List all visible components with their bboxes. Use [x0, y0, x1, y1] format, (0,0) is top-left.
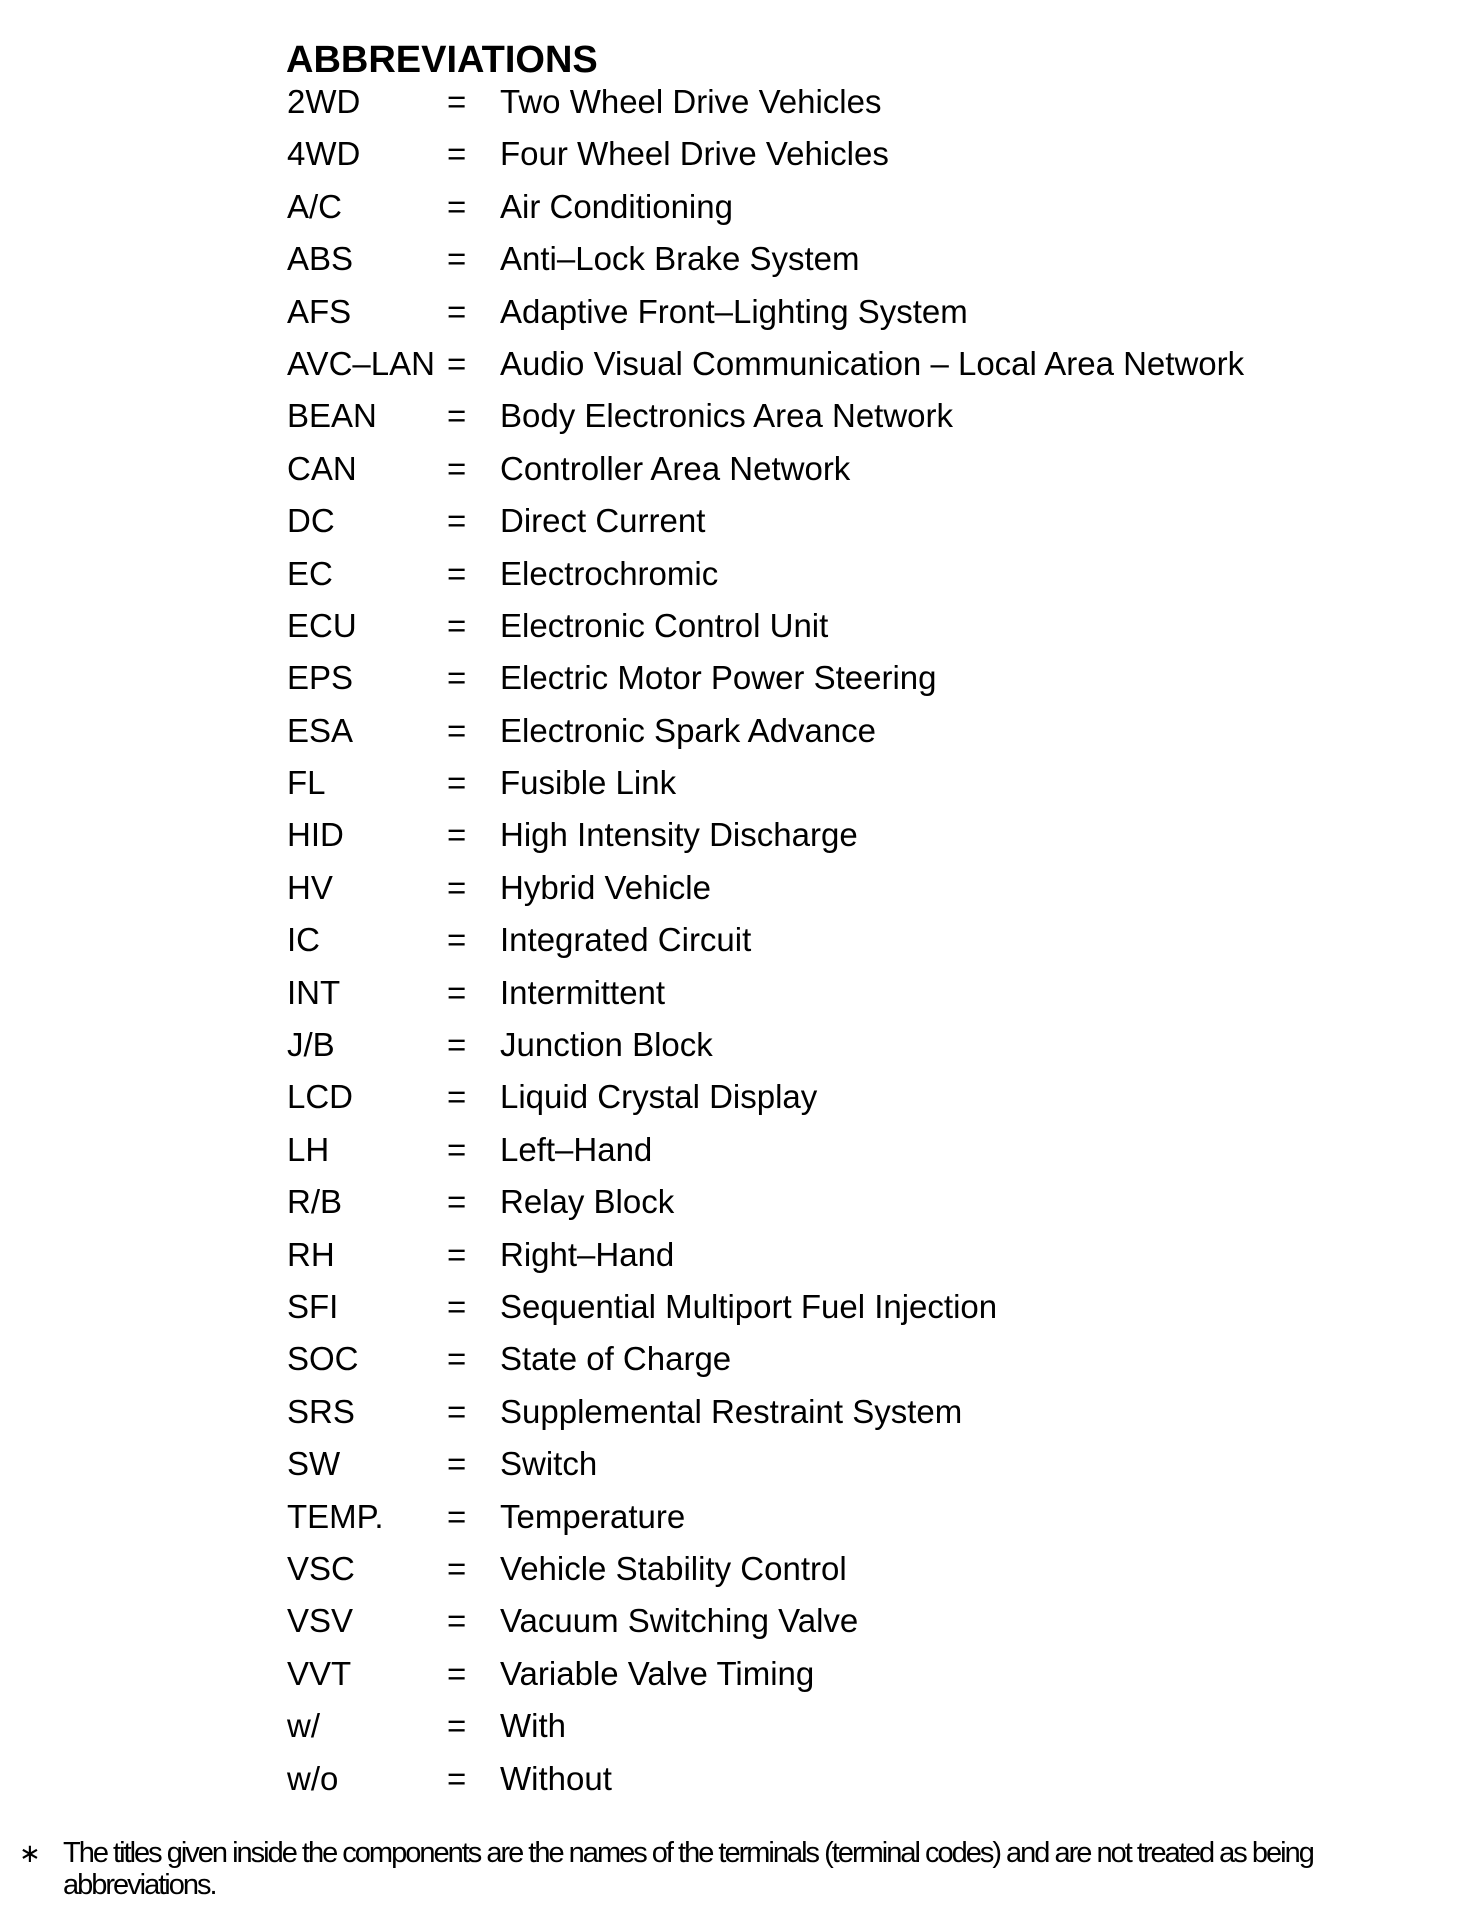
abbreviation-definition: Liquid Crystal Display — [500, 1078, 818, 1116]
abbreviations-list — [287, 76, 1244, 1805]
abbreviation-code: LH — [287, 1130, 330, 1168]
abbreviation-code: VSC — [287, 1549, 355, 1587]
abbreviation-code: ABS — [287, 240, 354, 278]
abbreviation-code: R/B — [287, 1183, 343, 1221]
abbreviation-row — [287, 652, 1244, 704]
abbreviation-definition: Sequential Multiport Fuel Injection — [500, 1287, 998, 1325]
abbreviation-definition: Fusible Link — [500, 764, 677, 802]
abbreviation-definition: Audio Visual Communication – Local Area Network — [500, 344, 1245, 382]
equals-sign: = — [447, 1235, 467, 1273]
abbreviation-code: SRS — [287, 1392, 355, 1430]
equals-sign: = — [447, 1392, 467, 1430]
equals-sign: = — [447, 1549, 467, 1587]
abbreviation-definition: With — [500, 1707, 566, 1745]
equals-sign: = — [447, 764, 467, 802]
equals-sign: = — [447, 868, 467, 906]
abbreviation-row — [287, 1438, 1244, 1490]
abbreviation-definition: Electronic Control Unit — [500, 606, 829, 644]
equals-sign: = — [447, 1759, 467, 1797]
abbreviation-definition: Hybrid Vehicle — [500, 868, 711, 906]
abbreviation-row — [287, 338, 1244, 390]
abbreviation-code: DC — [287, 502, 335, 540]
equals-sign: = — [447, 397, 467, 435]
abbreviation-definition: Direct Current — [500, 502, 706, 540]
abbreviation-code: IC — [287, 921, 320, 959]
abbreviation-code: TEMP. — [287, 1497, 384, 1535]
abbreviation-definition: Anti–Lock Brake System — [500, 240, 860, 278]
equals-sign: = — [447, 1602, 467, 1640]
equals-sign: = — [447, 1445, 467, 1483]
abbreviation-row — [287, 1124, 1244, 1176]
equals-sign: = — [447, 1654, 467, 1692]
abbreviation-definition: High Intensity Discharge — [500, 816, 858, 854]
abbreviation-definition: Vehicle Stability Control — [500, 1549, 847, 1587]
footnote-asterisk-marker: ∗ — [19, 1838, 41, 1868]
abbreviation-code: w/o — [287, 1759, 339, 1797]
abbreviation-row — [287, 600, 1244, 652]
equals-sign: = — [447, 554, 467, 592]
abbreviation-definition: Electrochromic — [500, 554, 719, 592]
abbreviation-definition: Integrated Circuit — [500, 921, 752, 959]
abbreviation-code: AVC–LAN — [287, 344, 435, 382]
abbreviation-code: ESA — [287, 711, 354, 749]
equals-sign: = — [447, 1340, 467, 1378]
abbreviation-definition: Adaptive Front–Lighting System — [500, 292, 968, 330]
abbreviation-row — [287, 1595, 1244, 1647]
footnote-text: The titles given inside the components are the names of the terminals (terminal codes) and are not treated as being abbreviations. — [63, 1837, 1313, 1901]
equals-sign: = — [447, 921, 467, 959]
abbreviation-definition: Four Wheel Drive Vehicles — [500, 135, 889, 173]
abbreviation-code: SOC — [287, 1340, 359, 1378]
abbreviation-definition: Electronic Spark Advance — [500, 711, 877, 749]
equals-sign: = — [447, 1287, 467, 1325]
abbreviation-code: ECU — [287, 606, 357, 644]
abbreviation-definition: State of Charge — [500, 1340, 732, 1378]
abbreviation-definition: Junction Block — [500, 1026, 713, 1064]
equals-sign: = — [447, 1078, 467, 1116]
abbreviation-definition: Without — [500, 1759, 612, 1797]
abbreviation-row — [287, 390, 1244, 442]
abbreviation-row — [287, 548, 1244, 600]
equals-sign: = — [447, 502, 467, 540]
abbreviation-row — [287, 809, 1244, 861]
abbreviation-row — [287, 914, 1244, 966]
abbreviation-code: CAN — [287, 449, 357, 487]
abbreviation-code: LCD — [287, 1078, 354, 1116]
abbreviation-row — [287, 443, 1244, 495]
abbreviation-code: EC — [287, 554, 333, 592]
abbreviation-definition: Electric Motor Power Steering — [500, 659, 937, 697]
abbreviation-code: RH — [287, 1235, 335, 1273]
equals-sign: = — [447, 659, 467, 697]
abbreviation-row — [287, 967, 1244, 1019]
abbreviation-code: VSV — [287, 1602, 354, 1640]
abbreviation-code: 2WD — [287, 83, 361, 120]
abbreviation-row — [287, 128, 1244, 180]
abbreviation-code: 4WD — [287, 135, 361, 173]
equals-sign: = — [447, 1707, 467, 1745]
abbreviation-row — [287, 1071, 1244, 1123]
abbreviation-row — [287, 181, 1244, 233]
abbreviation-definition: Relay Block — [500, 1183, 675, 1221]
abbreviation-row — [287, 1386, 1244, 1438]
abbreviation-row — [287, 757, 1244, 809]
equals-sign: = — [447, 1183, 467, 1221]
abbreviation-code: FL — [287, 764, 326, 802]
abbreviation-row — [287, 76, 1244, 128]
abbreviation-row — [287, 1281, 1244, 1333]
abbreviation-row — [287, 1176, 1244, 1228]
abbreviation-code: INT — [287, 973, 341, 1011]
abbreviation-row — [287, 862, 1244, 914]
abbreviation-code: VVT — [287, 1654, 352, 1692]
equals-sign: = — [447, 240, 467, 278]
abbreviation-row — [287, 1491, 1244, 1543]
abbreviation-row — [287, 1229, 1244, 1281]
abbreviation-definition: Right–Hand — [500, 1235, 675, 1273]
abbreviation-definition: Temperature — [500, 1497, 686, 1535]
abbreviation-code: EPS — [287, 659, 354, 697]
abbreviation-code: HID — [287, 816, 344, 854]
abbreviation-row — [287, 705, 1244, 757]
abbreviation-row — [287, 1543, 1244, 1595]
abbreviation-definition: Switch — [500, 1445, 598, 1483]
abbreviation-definition: Vacuum Switching Valve — [500, 1602, 859, 1640]
abbreviation-definition: Supplemental Restraint System — [500, 1392, 963, 1430]
equals-sign: = — [447, 1026, 467, 1064]
abbreviation-row — [287, 1700, 1244, 1752]
abbreviation-code: A/C — [287, 187, 343, 225]
abbreviation-code: AFS — [287, 292, 352, 330]
abbreviation-row — [287, 495, 1244, 547]
page-title: ABBREVIATIONS — [286, 39, 598, 82]
abbreviation-row — [287, 1648, 1244, 1700]
equals-sign: = — [447, 606, 467, 644]
abbreviation-code: HV — [287, 868, 333, 906]
equals-sign: = — [447, 187, 467, 225]
abbreviation-code: w/ — [287, 1707, 320, 1745]
abbreviation-definition: Left–Hand — [500, 1130, 653, 1168]
equals-sign: = — [447, 344, 467, 382]
abbreviation-row — [287, 286, 1244, 338]
abbreviation-code: BEAN — [287, 397, 377, 435]
abbreviation-definition: Variable Valve Timing — [500, 1654, 815, 1692]
equals-sign: = — [447, 83, 467, 120]
abbreviation-definition: Controller Area Network — [500, 449, 851, 487]
equals-sign: = — [447, 973, 467, 1011]
abbreviation-row — [287, 233, 1244, 285]
abbreviation-definition: Body Electronics Area Network — [500, 397, 954, 435]
equals-sign: = — [447, 816, 467, 854]
abbreviation-definition: Two Wheel Drive Vehicles — [500, 83, 882, 120]
equals-sign: = — [447, 711, 467, 749]
equals-sign: = — [447, 449, 467, 487]
footnote — [19, 1838, 1458, 1901]
equals-sign: = — [447, 1130, 467, 1168]
abbreviation-code: J/B — [287, 1026, 335, 1064]
abbreviation-definition: Intermittent — [500, 973, 666, 1011]
equals-sign: = — [447, 135, 467, 173]
equals-sign: = — [447, 1497, 467, 1535]
equals-sign: = — [447, 292, 467, 330]
abbreviation-row — [287, 1019, 1244, 1071]
abbreviation-row — [287, 1333, 1244, 1385]
abbreviation-code: SFI — [287, 1287, 339, 1325]
abbreviation-row — [287, 1753, 1244, 1805]
abbreviation-code: SW — [287, 1445, 341, 1483]
abbreviation-definition: Air Conditioning — [500, 187, 733, 225]
